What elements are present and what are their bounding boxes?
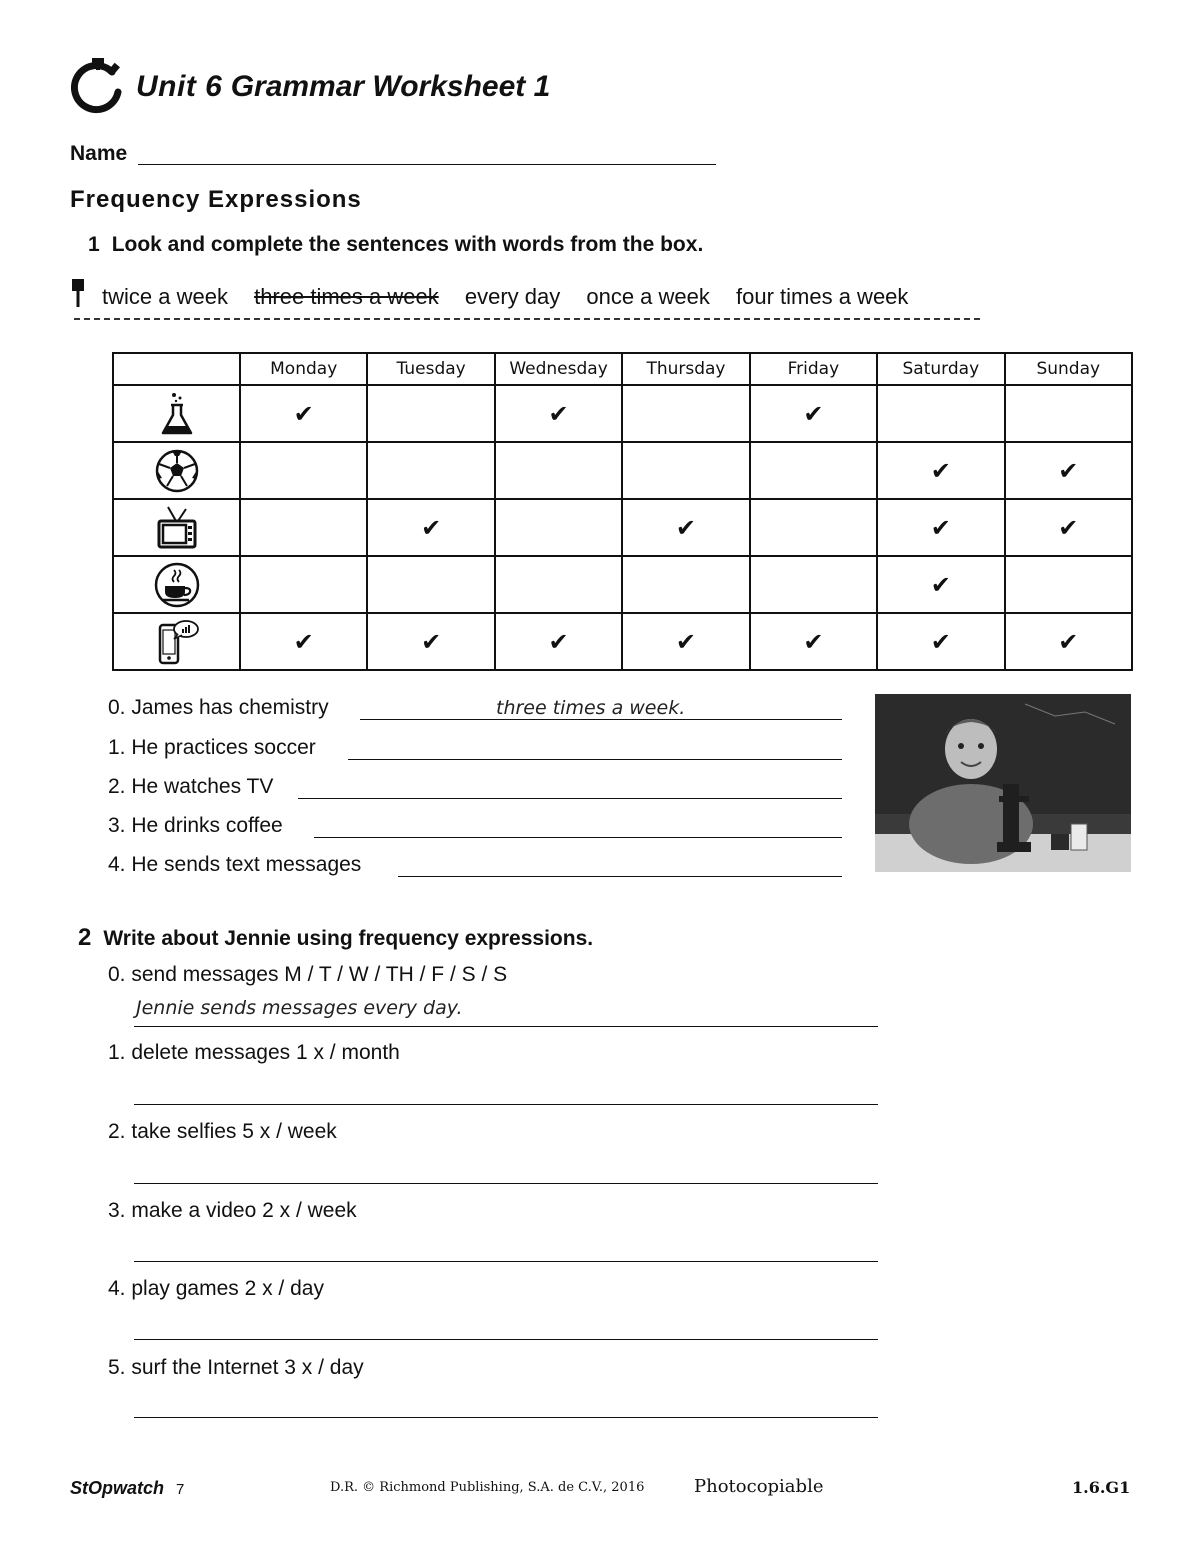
sentence-text: He sends text messages — [131, 853, 362, 876]
check-cell[interactable] — [240, 442, 367, 499]
worksheet-name: Grammar Worksheet 1 — [230, 70, 551, 103]
activity-icon-cell — [113, 442, 240, 499]
check-mark-icon: ✔ — [293, 399, 314, 428]
sentence-2 — [108, 775, 273, 799]
check-cell[interactable] — [367, 385, 494, 442]
answer-line[interactable] — [134, 1417, 878, 1418]
check-cell[interactable] — [750, 442, 877, 499]
item-number: 1. — [108, 1041, 126, 1064]
check-mark-icon: ✔ — [1058, 513, 1079, 542]
day-header: Wednesday — [495, 353, 622, 385]
day-header: Sunday — [1005, 353, 1132, 385]
check-cell[interactable] — [622, 442, 749, 499]
check-mark-icon: ✔ — [548, 399, 569, 428]
check-mark-icon: ✔ — [930, 627, 951, 656]
tv-icon — [154, 505, 200, 551]
name-input-line[interactable] — [138, 164, 716, 165]
item-prompt: send messages M / T / W / TH / F / S / S — [131, 963, 508, 986]
jennie-item-1 — [108, 1041, 400, 1065]
item-number: 2. — [108, 1120, 126, 1143]
check-mark-icon: ✔ — [803, 399, 824, 428]
instruction-text: Write about Jennie using frequency expressions. — [103, 927, 594, 950]
table-header-row — [113, 353, 1132, 385]
check-cell[interactable] — [750, 499, 877, 556]
word-box-flag-icon — [72, 279, 84, 307]
check-cell[interactable] — [1005, 613, 1132, 670]
answer-line[interactable] — [134, 1183, 878, 1184]
answer-line[interactable] — [134, 1104, 878, 1105]
check-cell[interactable] — [367, 499, 494, 556]
table-row — [113, 499, 1132, 556]
check-cell[interactable] — [240, 385, 367, 442]
unit-label: Unit 6 — [136, 70, 223, 103]
sentence-number: 0. — [108, 696, 126, 719]
check-cell[interactable] — [877, 442, 1004, 499]
sentence-text: He watches TV — [131, 775, 274, 798]
check-cell[interactable] — [367, 442, 494, 499]
table-row — [113, 442, 1132, 499]
day-header: Friday — [750, 353, 877, 385]
check-cell[interactable] — [877, 499, 1004, 556]
brand-logo-text: StOpwatch — [70, 1478, 165, 1498]
jennie-item-3 — [108, 1199, 357, 1223]
item-prompt: surf the Internet 3 x / day — [131, 1356, 364, 1379]
check-mark-icon: ✔ — [421, 513, 442, 542]
sentence-1 — [108, 736, 316, 760]
item-number: 0. — [108, 963, 126, 986]
check-mark-icon: ✔ — [675, 513, 697, 542]
item-number: 5. — [108, 1356, 126, 1379]
page-number: 7 — [176, 1481, 185, 1498]
table-corner-cell — [113, 353, 240, 385]
check-cell[interactable] — [622, 499, 749, 556]
exercise-2-instruction — [78, 924, 593, 952]
jennie-item-4 — [108, 1277, 324, 1301]
example-answer: three times a week. — [496, 697, 686, 719]
check-cell[interactable] — [240, 613, 367, 670]
item-prompt: take selfies 5 x / week — [131, 1120, 337, 1143]
check-mark-icon: ✔ — [1058, 627, 1079, 656]
worksheet-title — [136, 70, 550, 104]
check-cell[interactable] — [877, 613, 1004, 670]
weekly-schedule-table — [112, 352, 1133, 671]
check-cell[interactable] — [622, 613, 749, 670]
example-answer: Jennie sends messages every day. — [136, 997, 463, 1019]
check-cell[interactable] — [622, 556, 749, 613]
day-header: Saturday — [877, 353, 1004, 385]
answer-line[interactable] — [398, 876, 842, 877]
check-cell[interactable] — [1005, 499, 1132, 556]
check-cell[interactable] — [495, 613, 622, 670]
check-cell[interactable] — [495, 556, 622, 613]
word-item-struck: three times a week — [254, 284, 439, 309]
item-prompt: make a video 2 x / week — [131, 1199, 357, 1222]
check-cell[interactable] — [1005, 385, 1132, 442]
jennie-item-5 — [108, 1356, 364, 1380]
boy-microscope-photo — [875, 694, 1131, 872]
check-cell[interactable] — [622, 385, 749, 442]
check-cell[interactable] — [495, 442, 622, 499]
check-mark-icon: ✔ — [930, 570, 951, 599]
activity-icon-cell — [113, 385, 240, 442]
chemistry-flask-icon — [154, 391, 200, 437]
activity-icon-cell — [113, 556, 240, 613]
smartphone-message-icon — [154, 619, 200, 665]
item-prompt: play games 2 x / day — [131, 1277, 324, 1300]
word-item: once a week — [586, 284, 710, 309]
name-label: Name — [70, 142, 128, 165]
sentence-text: James has chemistry — [131, 696, 329, 719]
section-title: Frequency Expressions — [70, 186, 362, 213]
table-row — [113, 385, 1132, 442]
check-mark-icon: ✔ — [930, 513, 951, 542]
worksheet-code: 1.6.G1 — [1072, 1478, 1131, 1497]
answer-line[interactable] — [134, 1261, 878, 1262]
sentence-text: He drinks coffee — [131, 814, 283, 837]
sentence-number: 4. — [108, 853, 126, 876]
jennie-item-0 — [108, 963, 507, 987]
check-cell[interactable] — [877, 385, 1004, 442]
answer-line[interactable] — [360, 719, 842, 720]
instruction-text: Look and complete the sentences with words from the box. — [111, 233, 704, 256]
sentence-text: He practices soccer — [131, 736, 316, 759]
item-number: 4. — [108, 1277, 126, 1300]
answer-line[interactable] — [298, 798, 842, 799]
item-number: 3. — [108, 1199, 126, 1222]
day-header: Tuesday — [367, 353, 494, 385]
answer-line[interactable] — [314, 837, 842, 838]
check-cell[interactable] — [495, 385, 622, 442]
sentence-0 — [108, 696, 329, 720]
check-cell[interactable] — [1005, 442, 1132, 499]
activity-icon-cell — [113, 499, 240, 556]
answer-line[interactable] — [348, 759, 842, 760]
exercise-number: 2 — [78, 924, 92, 951]
check-cell[interactable] — [877, 556, 1004, 613]
copyright-notice: D.R. © Richmond Publishing, S.A. de C.V., 2016 — [330, 1480, 645, 1495]
check-cell[interactable] — [240, 556, 367, 613]
footer-brand — [70, 1478, 184, 1499]
check-mark-icon: ✔ — [421, 627, 442, 656]
check-mark-icon: ✔ — [293, 627, 314, 656]
check-cell[interactable] — [495, 499, 622, 556]
check-mark-icon: ✔ — [803, 627, 824, 656]
coffee-cup-icon — [154, 562, 200, 608]
table-row — [113, 556, 1132, 613]
word-list — [102, 284, 928, 310]
check-mark-icon: ✔ — [930, 456, 951, 485]
day-header: Thursday — [622, 353, 749, 385]
sentence-number: 1. — [108, 736, 126, 759]
day-header: Monday — [240, 353, 367, 385]
exercise-number: 1 — [88, 233, 100, 256]
exercise-1-instruction — [88, 233, 703, 257]
check-cell[interactable] — [240, 499, 367, 556]
soccer-ball-icon — [154, 448, 200, 494]
photocopiable-label: Photocopiable — [694, 1476, 824, 1497]
table-row — [113, 613, 1132, 670]
word-item: four times a week — [736, 284, 909, 309]
check-cell[interactable] — [1005, 556, 1132, 613]
activity-icon-cell — [113, 613, 240, 670]
check-cell[interactable] — [750, 385, 877, 442]
sentence-number: 3. — [108, 814, 126, 837]
stopwatch-logo-icon — [68, 56, 128, 116]
check-cell[interactable] — [367, 613, 494, 670]
answer-line[interactable] — [134, 1339, 878, 1340]
jennie-item-2 — [108, 1120, 337, 1144]
check-cell[interactable] — [750, 613, 877, 670]
check-mark-icon: ✔ — [675, 627, 697, 656]
check-cell[interactable] — [367, 556, 494, 613]
check-cell[interactable] — [750, 556, 877, 613]
item-prompt: delete messages 1 x / month — [131, 1041, 400, 1064]
check-mark-icon: ✔ — [1058, 456, 1079, 485]
check-mark-icon: ✔ — [548, 627, 569, 656]
answer-line[interactable] — [134, 1026, 878, 1027]
sentence-3 — [108, 814, 283, 838]
word-item: twice a week — [102, 284, 228, 309]
sentence-number: 2. — [108, 775, 126, 798]
sentence-4 — [108, 853, 361, 877]
word-item: every day — [464, 284, 561, 309]
